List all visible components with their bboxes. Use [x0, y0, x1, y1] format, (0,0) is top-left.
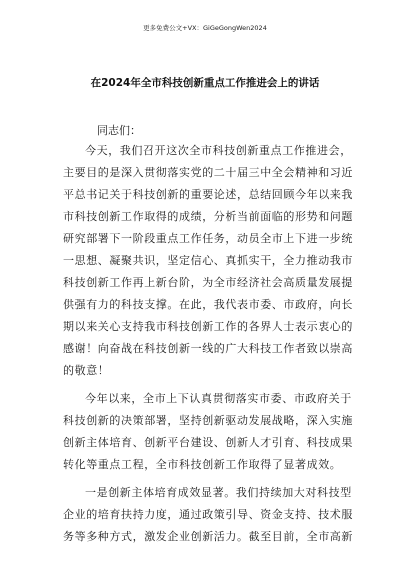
header-note: 更多免费公文+VX：GiGeGongWen2024: [143, 24, 267, 32]
text-line: 一是创新主体培育成效显著。我们持续加大对科技型: [85, 486, 352, 499]
text-line: 市科技创新工作取得的成绩，分析当前面临的形势和问题: [63, 210, 353, 223]
text-line: 务等多种方式，激发企业创新活力。截至目前，全市高新: [63, 530, 353, 543]
text-line: 今年以来，全市上下认真贯彻落实市委、市政府关于: [85, 392, 352, 405]
salutation: 同志们：: [97, 124, 141, 137]
text-line: 感谢！向奋战在科技创新一线的广大科技工作者致以崇高: [63, 342, 353, 355]
text-line: 主要目的是深入贯彻落实党的二十届三中全会精神和习近: [63, 166, 353, 179]
page-title: 在2024年全市科技创新重点工作推进会上的讲话: [90, 77, 320, 89]
text-line: 科技创新工作再上新台阶，为全市经济社会高质量发展提: [63, 276, 353, 289]
text-line: 供强有力的科技支撑。在此，我代表市委、市政府，向长: [63, 298, 353, 311]
text-line: 期以来关心支持我市科技创新工作的各界人士表示衷心的: [63, 320, 353, 333]
text-line: 转化等重点工程，全市科技创新工作取得了显著成效。: [63, 458, 342, 471]
text-line: 科技创新的决策部署，坚持创新驱动发展战略，深入实施: [63, 414, 353, 427]
text-line: 的敬意！: [63, 364, 110, 377]
text-line: 一思想、凝聚共识，坚定信心、真抓实干，全力推动我市: [63, 254, 353, 267]
text-line: 今天，我们召开这次全市科技创新重点工作推进会，: [85, 144, 352, 157]
document-body: [63, 140, 353, 548]
text-line: 企业的培育扶持力度，通过政策引导、资金支持、技术服: [63, 508, 353, 521]
text-line: 创新主体培育、创新平台建设、创新人才引育、科技成果: [63, 436, 353, 449]
text-line: 研究部署下一阶段重点工作任务，动员全市上下进一步统: [63, 232, 353, 245]
text-line: 平总书记关于科技创新的重要论述，总结回顾今年以来我: [63, 188, 353, 201]
